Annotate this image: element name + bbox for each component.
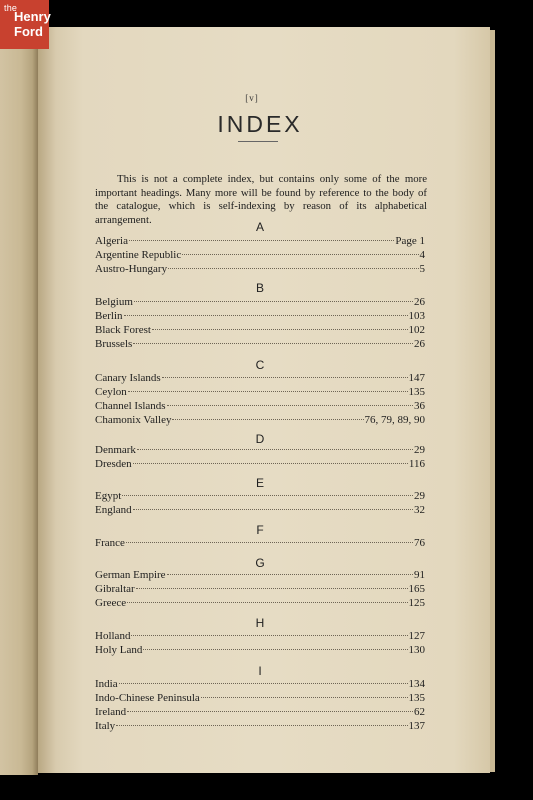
index-entry: [95, 583, 425, 597]
section-letter-g: G: [255, 556, 265, 570]
leader-dots: [133, 509, 413, 510]
page-number: [v]: [245, 93, 259, 103]
leader-dots: [168, 268, 418, 269]
entry-pages: 103: [408, 310, 425, 322]
henry-ford-logo: [0, 0, 49, 49]
index-entry: [95, 630, 425, 644]
leader-dots: [201, 697, 408, 698]
leader-dots: [116, 725, 407, 726]
index-entry: [95, 414, 425, 428]
entry-name: France: [95, 537, 125, 549]
entry-pages: 26: [414, 338, 425, 350]
page-title: INDEX: [217, 111, 303, 137]
index-entry: [95, 249, 425, 263]
entry-pages: 62: [414, 706, 425, 718]
leader-dots: [134, 301, 413, 302]
entry-pages: 76: [414, 537, 425, 549]
entry-name: Berlin: [95, 310, 123, 322]
entry-pages: 135: [408, 386, 425, 398]
index-entry: [95, 338, 425, 352]
section-letter-e: E: [255, 476, 264, 490]
leader-dots: [167, 405, 413, 406]
entry-name: Holy Land: [95, 644, 143, 656]
entry-name: Indo-Chinese Peninsula: [95, 692, 200, 704]
index-entry: [95, 597, 425, 611]
leader-dots: [124, 315, 408, 316]
leader-dots: [133, 463, 408, 464]
index-entry: [95, 296, 425, 310]
entry-name: Algeria: [95, 235, 128, 247]
leader-dots: [127, 602, 407, 603]
section-letter-a: A: [255, 220, 264, 234]
section-letter-d: D: [255, 432, 265, 446]
entry-pages: 102: [408, 324, 425, 336]
entry-name: Italy: [95, 720, 116, 732]
entry-name: Chamonix Valley: [95, 414, 172, 426]
entry-pages: 76, 79, 89, 90: [364, 414, 425, 426]
leader-dots: [136, 588, 408, 589]
index-page: [38, 27, 490, 773]
index-entry: [95, 569, 425, 583]
leader-dots: [137, 449, 413, 450]
intro-paragraph: This is not a complete index, but contains only some of the more important headings. Many more will be found by reference to the body of the catalogue, which is self-indexing by reason of its alphabetical arrangement.: [95, 173, 427, 226]
logo-the: the: [4, 3, 18, 13]
leader-dots: [129, 240, 394, 241]
title-rule: [238, 141, 278, 142]
entry-name: England: [95, 504, 132, 516]
leader-dots: [167, 574, 413, 575]
entry-pages: 134: [408, 678, 425, 690]
entry-name: Ceylon: [95, 386, 127, 398]
leader-dots: [152, 329, 408, 330]
entry-pages: 26: [414, 296, 425, 308]
entry-name: German Empire: [95, 569, 166, 581]
entry-name: Argentine Republic: [95, 249, 182, 261]
entry-pages: 4: [419, 249, 425, 261]
index-entry: [95, 386, 425, 400]
logo-ford: Ford: [14, 24, 43, 39]
leader-dots: [127, 711, 413, 712]
entry-name: Gibraltar: [95, 583, 135, 595]
entry-name: Holland: [95, 630, 131, 642]
leader-dots: [131, 635, 407, 636]
entry-pages: 127: [408, 630, 425, 642]
entry-pages: 165: [408, 583, 425, 595]
index-entry: [95, 310, 425, 324]
entry-pages: 29: [414, 444, 425, 456]
leader-dots: [172, 419, 363, 420]
entry-pages: 5: [419, 263, 425, 275]
entry-pages: 36: [414, 400, 425, 412]
section-letter-h: H: [255, 616, 265, 630]
entry-pages: 137: [408, 720, 425, 732]
index-entry: [95, 678, 425, 692]
entry-name: India: [95, 678, 118, 690]
entry-name: Canary Islands: [95, 372, 161, 384]
entry-name: Brussels: [95, 338, 133, 350]
entry-pages: 91: [414, 569, 425, 581]
entry-name: Denmark: [95, 444, 136, 456]
section-letter-i: I: [258, 664, 262, 678]
entry-name: Greece: [95, 597, 127, 609]
entry-pages: Page 1: [395, 235, 425, 247]
index-entry: [95, 537, 425, 551]
entry-name: Dresden: [95, 458, 132, 470]
entry-name: Ireland: [95, 706, 127, 718]
entry-name: Belgium: [95, 296, 133, 308]
leader-dots: [128, 391, 408, 392]
section-letter-f: F: [256, 523, 264, 537]
leader-dots: [143, 649, 407, 650]
index-entry: [95, 444, 425, 458]
index-entry: [95, 644, 425, 658]
index-entry: [95, 692, 425, 706]
leader-dots: [133, 343, 413, 344]
entry-pages: 125: [408, 597, 425, 609]
entry-pages: 130: [408, 644, 425, 656]
entry-pages: 29: [414, 490, 425, 502]
leader-dots: [122, 495, 413, 496]
index-entry: [95, 372, 425, 386]
right-page-edge: [490, 30, 495, 772]
index-entry: [95, 263, 425, 277]
entry-name: Austro-Hungary: [95, 263, 168, 275]
left-page-edge: [0, 27, 38, 775]
entry-name: Egypt: [95, 490, 122, 502]
index-entry: [95, 400, 425, 414]
entry-pages: 32: [414, 504, 425, 516]
entry-pages: 135: [408, 692, 425, 704]
leader-dots: [182, 254, 418, 255]
index-entry: [95, 490, 425, 504]
entry-pages: 116: [408, 458, 425, 470]
leader-dots: [126, 542, 413, 543]
logo-henry: Henry: [14, 9, 51, 24]
index-entry: [95, 235, 425, 249]
index-entry: [95, 720, 425, 734]
section-letter-c: C: [255, 358, 265, 372]
index-entry: [95, 458, 425, 472]
section-letter-b: B: [255, 281, 264, 295]
index-entry: [95, 324, 425, 338]
entry-name: Black Forest: [95, 324, 151, 336]
index-entry: [95, 706, 425, 720]
entry-pages: 147: [408, 372, 425, 384]
leader-dots: [162, 377, 408, 378]
leader-dots: [119, 683, 408, 684]
entry-name: Channel Islands: [95, 400, 166, 412]
index-entry: [95, 504, 425, 518]
